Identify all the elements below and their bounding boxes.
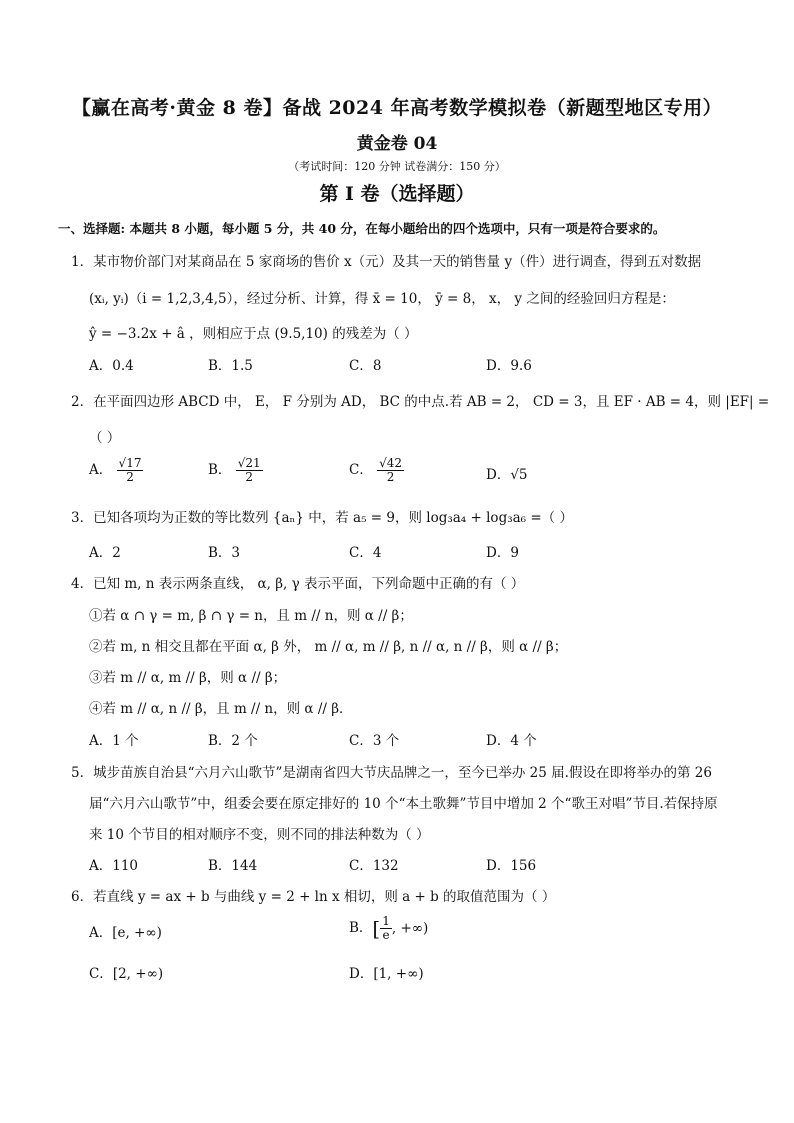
q5-line-1: 5．城步苗族自治县“六月六山歌节”是湖南省四大节庆品牌之一，至今已举办 25 届.假设在即将举办的第 26 bbox=[71, 765, 712, 781]
q6-option-b-letter: B． bbox=[349, 920, 373, 937]
q4-statement-2: ②若 m, n 相交且都在平面 α, β 外， m // α, m // β, n // α, n // β，则 α // β； bbox=[89, 639, 568, 655]
q4-statement-3: ③若 m // α, m // β，则 α // β； bbox=[89, 670, 287, 686]
q3-option-a: A．2 bbox=[89, 545, 121, 561]
q5-option-a: A．110 bbox=[89, 858, 139, 874]
q1-option-c: C．8 bbox=[349, 358, 382, 374]
q6-option-b-bracket: [ bbox=[372, 916, 381, 941]
q2-option-b-numerator: √21 bbox=[237, 456, 261, 470]
q2-option-c-denominator: 2 bbox=[386, 470, 395, 485]
q3-option-d: D．9 bbox=[486, 545, 519, 561]
q4-line-1: 4．已知 m, n 表示两条直线， α, β, γ 表示平面，下列命题中正确的有（ ） bbox=[71, 576, 525, 592]
q2-option-a-letter: A． bbox=[89, 462, 113, 479]
q2-line-1: 2．在平面四边形 ABCD 中， E， F 分别为 AD， BC 的中点.若 AB = 2， CD = 3，且 EF · AB = 4，则 |EF| = bbox=[71, 394, 770, 410]
q2-option-b-fraction bbox=[236, 457, 263, 484]
q6-option-c: C．[2, +∞) bbox=[89, 966, 164, 982]
q2-option-d-value: √5 bbox=[510, 467, 528, 483]
q6-option-b bbox=[349, 915, 428, 942]
page-title: 【赢在高考·黄金 8 卷】备战 2024 年高考数学模拟卷（新题型地区专用） bbox=[71, 97, 723, 119]
q5-option-c: C．132 bbox=[349, 858, 399, 874]
exam-info: （考试时间：120 分钟 试卷满分：150 分） bbox=[288, 160, 506, 173]
q4-option-a: A．1 个 bbox=[89, 733, 139, 749]
q1-line-2: (xᵢ, yᵢ)（i = 1,2,3,4,5），经过分析、计算，得 x̄ = 10， ȳ = 8， x， y 之间的经验回归方程是： bbox=[89, 291, 675, 307]
q2-line-2: （ ） bbox=[89, 430, 121, 446]
q3-option-c: C．4 bbox=[349, 545, 382, 561]
q2-option-c-numerator: √42 bbox=[379, 456, 403, 470]
q6-option-d: D．[1, +∞) bbox=[349, 966, 424, 982]
q5-line-3: 来 10 个节目的相对顺序不变，则不同的排法种数为（ ） bbox=[89, 827, 430, 843]
q4-statement-4: ④若 m // α, n // β，且 m // n，则 α // β． bbox=[89, 701, 353, 717]
q6-line-1: 6．若直线 y = ax + b 与曲线 y = 2 + ln x 相切，则 a + b 的取值范围为（ ） bbox=[71, 889, 556, 905]
q6-option-b-numerator: 1 bbox=[382, 914, 390, 928]
q2-option-c bbox=[349, 457, 404, 484]
q2-option-c-letter: C． bbox=[349, 462, 373, 479]
q3-line-1: 3．已知各项均为正数的等比数列 {aₙ} 中，若 a₅ = 9，则 log₃a₄ + log₃a₆ =（ ） bbox=[71, 510, 573, 526]
q2-option-c-fraction bbox=[377, 457, 404, 484]
q2-option-b-letter: B． bbox=[208, 462, 232, 479]
q1-line-3: ŷ = −3.2x + â ，则相应于点 (9.5,10) 的残差为（ ） bbox=[89, 326, 418, 342]
q2-option-b bbox=[208, 457, 263, 484]
q4-option-d: D．4 个 bbox=[486, 733, 537, 749]
q4-option-b: B．2 个 bbox=[208, 733, 258, 749]
q4-option-c: C．3 个 bbox=[349, 733, 400, 749]
q1-line-1: 1．某市物价部门对某商品在 5 家商场的售价 x（元）及其一天的销售量 y（件）进行调查，得到五对数据 bbox=[71, 254, 702, 270]
q1-option-b: B．1.5 bbox=[208, 358, 253, 374]
q2-option-a-fraction bbox=[117, 457, 144, 484]
q1-option-d: D．9.6 bbox=[486, 358, 532, 374]
q2-option-a bbox=[89, 457, 143, 484]
q2-option-b-denominator: 2 bbox=[245, 470, 253, 485]
q2-option-a-numerator: √17 bbox=[118, 456, 142, 470]
q2-option-d-letter: D． bbox=[486, 467, 511, 483]
q5-option-d: D．156 bbox=[486, 858, 537, 874]
part-title: 第 I 卷（选择题） bbox=[319, 183, 475, 205]
q6-option-b-suffix: , +∞) bbox=[391, 920, 429, 937]
q6-option-b-denominator: e bbox=[382, 928, 390, 943]
q5-line-2: 届“六月六山歌节”中，组委会要在原定排好的 10 个“本土歌舞”节目中增加 2 个“歌王对唱”节目.若保持原 bbox=[89, 796, 718, 812]
section-instruction: 一、选择题: 本题共 8 小题，每小题 5 分，共 40 分，在每小题给出的四个选项中，只有一项是符合要求的。 bbox=[58, 221, 666, 236]
q6-option-a: A．[e, +∞) bbox=[89, 925, 162, 941]
q4-statement-1: ①若 α ∩ γ = m, β ∩ γ = n，且 m // n，则 α // β； bbox=[89, 608, 413, 624]
q6-option-b-fraction bbox=[380, 915, 392, 942]
q3-option-b: B．3 bbox=[208, 545, 241, 561]
q1-option-a: A．0.4 bbox=[89, 358, 134, 374]
q5-option-b: B．144 bbox=[208, 858, 258, 874]
paper-subtitle: 黄金卷 04 bbox=[356, 134, 438, 154]
q2-option-d bbox=[486, 463, 528, 483]
q2-option-a-denominator: 2 bbox=[126, 470, 134, 485]
